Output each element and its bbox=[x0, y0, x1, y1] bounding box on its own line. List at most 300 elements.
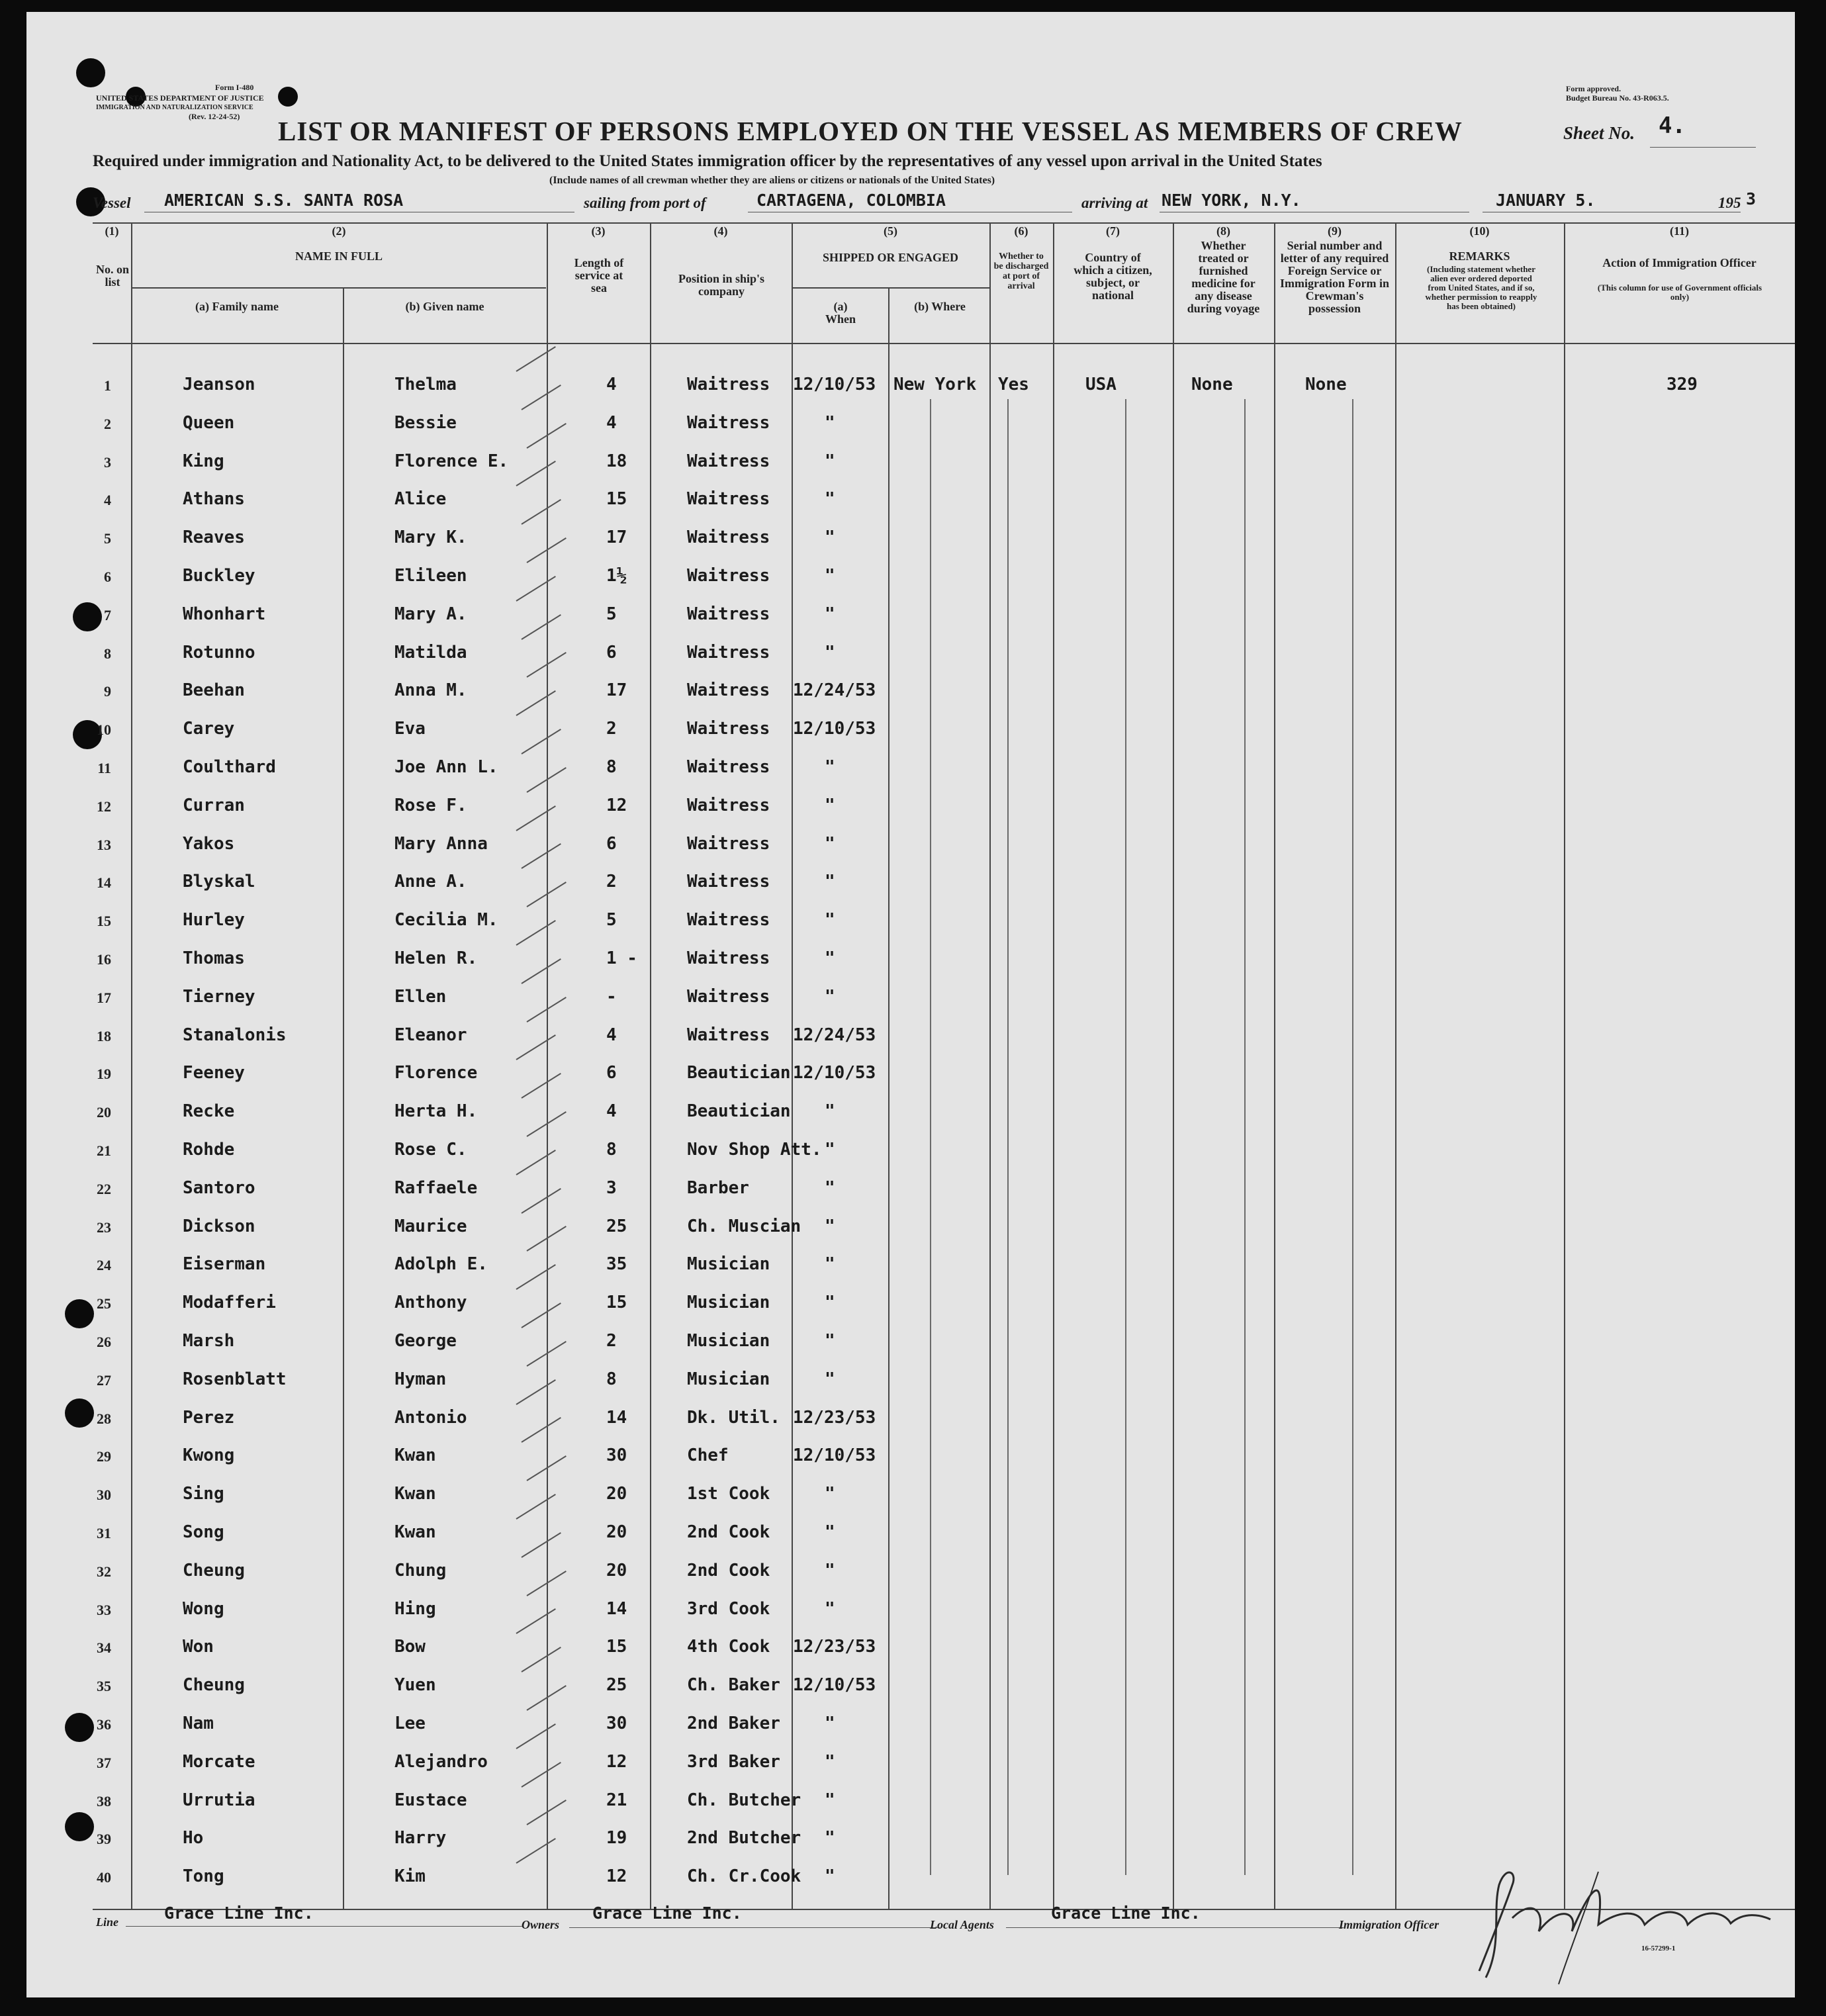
col5-header: SHIPPED OR ENGAGED bbox=[822, 251, 959, 264]
cell-when: " bbox=[825, 604, 835, 624]
cell-length: 8 bbox=[606, 757, 617, 777]
cell-when: " bbox=[825, 1790, 835, 1810]
line-label: Line bbox=[96, 1915, 118, 1929]
check-mark bbox=[516, 1034, 555, 1060]
cell-given: Antonio bbox=[394, 1408, 467, 1428]
cell-given: Cecilia M. bbox=[394, 910, 498, 930]
officer-signature bbox=[1466, 1845, 1784, 1991]
cell-position: Waitress bbox=[687, 872, 770, 892]
cell-action: 329 bbox=[1666, 375, 1698, 394]
cell-when: " bbox=[825, 796, 835, 815]
row-number: 5 bbox=[104, 530, 111, 547]
col5-number: (5) bbox=[884, 224, 897, 238]
cell-length: 20 bbox=[606, 1484, 627, 1504]
col6-header: Whether to be discharged at port of arrival bbox=[993, 252, 1049, 291]
cell-position: Waitress bbox=[687, 680, 770, 700]
cell-family: Rohde bbox=[183, 1140, 235, 1160]
row-number: 26 bbox=[97, 1334, 111, 1350]
cell-when: 12/10/53 bbox=[793, 375, 876, 394]
cell-when: " bbox=[825, 948, 835, 968]
check-mark bbox=[516, 1608, 555, 1634]
cell-length: 4 bbox=[606, 1101, 617, 1121]
cell-family: Whonhart bbox=[183, 604, 266, 624]
cell-length: 4 bbox=[606, 1025, 617, 1045]
check-mark bbox=[516, 346, 555, 372]
row-number: 38 bbox=[97, 1793, 111, 1810]
cell-family: Jeanson bbox=[183, 375, 255, 394]
page-title: LIST OR MANIFEST OF PERSONS EMPLOYED ON THE VESSEL AS MEMBERS OF CREW bbox=[278, 116, 1463, 146]
cell-position: Musician bbox=[687, 1369, 770, 1389]
cell-position: 3rd Baker bbox=[687, 1752, 780, 1772]
cell-length: 18 bbox=[606, 451, 627, 471]
cell-when: 12/10/53 bbox=[793, 1063, 876, 1083]
check-mark bbox=[516, 1150, 555, 1175]
row-number: 8 bbox=[104, 645, 111, 662]
sheet-number: 4. bbox=[1659, 113, 1686, 139]
cell-position: Beautician bbox=[687, 1063, 791, 1083]
cell-given: Anthony bbox=[394, 1293, 467, 1312]
col4-number: (4) bbox=[713, 224, 728, 238]
col11-number: (11) bbox=[1670, 224, 1689, 238]
ditto-line bbox=[1125, 399, 1126, 1875]
cell-position: Waitress bbox=[687, 796, 770, 815]
cell-length: 25 bbox=[606, 1216, 627, 1236]
cell-family: Curran bbox=[183, 796, 245, 815]
cell-position: Nov Shop Att. bbox=[687, 1140, 822, 1160]
cell-family: Song bbox=[183, 1522, 224, 1542]
cell-position: Waitress bbox=[687, 719, 770, 739]
cell-when: " bbox=[825, 834, 835, 854]
cell-given: Kwan bbox=[394, 1484, 436, 1504]
cell-family: Tierney bbox=[183, 987, 255, 1007]
row-number: 15 bbox=[97, 913, 111, 929]
cell-when: " bbox=[825, 527, 835, 547]
cell-when: " bbox=[825, 1484, 835, 1504]
cell-family: Rotunno bbox=[183, 643, 255, 663]
cell-given: Hing bbox=[394, 1599, 436, 1619]
col3-header: Length of service at sea bbox=[574, 256, 624, 295]
check-mark bbox=[516, 576, 555, 602]
cell-family: Won bbox=[183, 1637, 214, 1657]
cell-given: Eleanor bbox=[394, 1025, 467, 1045]
cell-given: Rose C. bbox=[394, 1140, 467, 1160]
row-number: 18 bbox=[97, 1028, 111, 1044]
cell-family: Cheung bbox=[183, 1675, 245, 1695]
col6-number: (6) bbox=[1014, 224, 1028, 238]
cell-when: " bbox=[825, 1866, 835, 1886]
cell-family: Ho bbox=[183, 1828, 204, 1848]
revision-date: (Rev. 12-24-52) bbox=[189, 112, 240, 121]
row-number: 1 bbox=[104, 377, 111, 394]
cell-given: Helen R. bbox=[394, 948, 478, 968]
line-value: Grace Line Inc. bbox=[164, 1903, 314, 1923]
cell-when: " bbox=[825, 1216, 835, 1236]
col2a-header: (a) Family name bbox=[195, 300, 279, 313]
check-mark bbox=[516, 805, 555, 831]
cell-given: Mary Anna bbox=[394, 834, 488, 854]
cell-when: 12/10/53 bbox=[793, 1675, 876, 1695]
cell-when: 12/24/53 bbox=[793, 1025, 876, 1045]
cell-given: Maurice bbox=[394, 1216, 467, 1236]
col4-header: Position in ship's company bbox=[678, 272, 765, 298]
crew-note: (Include names of all crewman whether they are aliens or citizens or nationals of the United States) bbox=[549, 175, 995, 186]
col10-number: (10) bbox=[1469, 224, 1490, 238]
cell-family: Dickson bbox=[183, 1216, 255, 1236]
cell-length: 3 bbox=[606, 1178, 617, 1198]
row-number: 24 bbox=[97, 1257, 111, 1273]
cell-position: Waitress bbox=[687, 489, 770, 509]
row-number: 40 bbox=[97, 1869, 111, 1886]
cell-position: 3rd Cook bbox=[687, 1599, 770, 1619]
cell-given: Mary K. bbox=[394, 527, 467, 547]
cell-length: 20 bbox=[606, 1561, 627, 1581]
binder-hole bbox=[76, 58, 105, 87]
cell-when: 12/23/53 bbox=[793, 1408, 876, 1428]
row-number: 35 bbox=[97, 1678, 111, 1694]
cell-given: Harry bbox=[394, 1828, 447, 1848]
cell-given: Florence bbox=[394, 1063, 478, 1083]
page-subtitle: Required under immigration and Nationality Act, to be delivered to the United States immigration officer by the representatives of any vessel upon arrival in the United States bbox=[93, 152, 1322, 170]
col2b-header: (b) Given name bbox=[405, 300, 484, 313]
cell-family: Perez bbox=[183, 1408, 235, 1428]
row-number: 27 bbox=[97, 1372, 111, 1389]
cell-family: Buckley bbox=[183, 566, 255, 586]
cell-discharge: Yes bbox=[998, 375, 1029, 394]
cell-given: Eustace bbox=[394, 1790, 467, 1810]
cell-length: 5 bbox=[606, 604, 617, 624]
cell-when: " bbox=[825, 643, 835, 663]
cell-position: 4th Cook bbox=[687, 1637, 770, 1657]
cell-length: 19 bbox=[606, 1828, 627, 1848]
cell-position: Waitress bbox=[687, 451, 770, 471]
cell-length: 4 bbox=[606, 375, 617, 394]
cell-family: Morcate bbox=[183, 1752, 255, 1772]
cell-position: Ch. Butcher bbox=[687, 1790, 801, 1810]
owners-label: Owners bbox=[522, 1918, 560, 1931]
cell-position: Musician bbox=[687, 1293, 770, 1312]
check-mark bbox=[521, 1303, 561, 1328]
check-mark bbox=[516, 461, 555, 486]
cell-length: 8 bbox=[606, 1140, 617, 1160]
row-number: 16 bbox=[97, 951, 111, 968]
cell-where: New York bbox=[893, 375, 977, 394]
cell-given: Raffaele bbox=[394, 1178, 478, 1198]
cell-given: Kwan bbox=[394, 1522, 436, 1542]
ditto-line bbox=[1352, 399, 1353, 1875]
cell-position: 2nd Butcher bbox=[687, 1828, 801, 1848]
cell-when: " bbox=[825, 910, 835, 930]
sailing-from-label: sailing from port of bbox=[584, 195, 706, 211]
cell-position: Waitress bbox=[687, 413, 770, 433]
cell-length: 1½ bbox=[606, 566, 627, 586]
cell-family: Feeney bbox=[183, 1063, 245, 1083]
col1-header: No. on list bbox=[95, 263, 129, 289]
cell-position: Waitress bbox=[687, 757, 770, 777]
service-line: IMMIGRATION AND NATURALIZATION SERVICE bbox=[96, 104, 253, 111]
cell-position: Ch. Muscian bbox=[687, 1216, 801, 1236]
cell-length: 6 bbox=[606, 834, 617, 854]
cell-when: 12/10/53 bbox=[793, 719, 876, 739]
form-number: Form I-480 bbox=[215, 83, 254, 92]
cell-length: 12 bbox=[606, 1752, 627, 1772]
cell-position: 1st Cook bbox=[687, 1484, 770, 1504]
cell-family: Thomas bbox=[183, 948, 245, 968]
cell-when: " bbox=[825, 1331, 835, 1351]
cell-given: Yuen bbox=[394, 1675, 436, 1695]
cell-when: " bbox=[825, 1140, 835, 1160]
cell-family: Rosenblatt bbox=[183, 1369, 287, 1389]
cell-length: 12 bbox=[606, 796, 627, 815]
port-of-arrival: NEW YORK, N.Y. bbox=[1162, 191, 1301, 210]
cell-family: Blyskal bbox=[183, 872, 255, 892]
row-number: 25 bbox=[97, 1295, 111, 1312]
arrival-year-suffix: 3 bbox=[1746, 189, 1757, 208]
ditto-line bbox=[930, 399, 931, 1875]
cell-given: Rose F. bbox=[394, 796, 467, 815]
check-mark bbox=[521, 1762, 561, 1788]
cell-position: Chef bbox=[687, 1445, 729, 1465]
check-mark bbox=[521, 1188, 561, 1214]
check-mark bbox=[521, 385, 561, 410]
cell-family: Urrutia bbox=[183, 1790, 255, 1810]
cell-length: 8 bbox=[606, 1369, 617, 1389]
col5a-header: (a) When bbox=[825, 300, 856, 326]
cell-given: Kim bbox=[394, 1866, 426, 1886]
check-mark bbox=[516, 1379, 555, 1405]
cell-family: Eiserman bbox=[183, 1254, 266, 1274]
cell-length: - bbox=[606, 987, 617, 1007]
row-number: 30 bbox=[97, 1487, 111, 1503]
cell-given: Ellen bbox=[394, 987, 447, 1007]
cell-position: Waitress bbox=[687, 987, 770, 1007]
check-mark bbox=[521, 1532, 561, 1558]
cell-position: 2nd Cook bbox=[687, 1561, 770, 1581]
cell-when: 12/23/53 bbox=[793, 1637, 876, 1657]
cell-when: " bbox=[825, 1752, 835, 1772]
row-number: 13 bbox=[97, 837, 111, 853]
cell-position: Waitress bbox=[687, 566, 770, 586]
local-agents-value: Grace Line Inc. bbox=[1051, 1903, 1201, 1923]
row-number: 14 bbox=[97, 874, 111, 891]
row-number: 36 bbox=[97, 1716, 111, 1733]
row-number: 32 bbox=[97, 1563, 111, 1580]
cell-family: Modafferi bbox=[183, 1293, 276, 1312]
cell-given: Chung bbox=[394, 1561, 447, 1581]
check-mark bbox=[516, 1264, 555, 1290]
row-number: 17 bbox=[97, 989, 111, 1006]
cell-family: Coulthard bbox=[183, 757, 276, 777]
vessel-label: Vessel bbox=[93, 195, 131, 211]
row-number: 7 bbox=[104, 607, 111, 623]
cell-given: Kwan bbox=[394, 1445, 436, 1465]
cell-family: Santoro bbox=[183, 1178, 255, 1198]
cell-position: Waitress bbox=[687, 375, 770, 394]
owners-value: Grace Line Inc. bbox=[592, 1903, 742, 1923]
cell-country: USA bbox=[1085, 375, 1117, 394]
cell-position: Waitress bbox=[687, 910, 770, 930]
form-approved: Form approved. bbox=[1566, 84, 1621, 93]
check-mark bbox=[516, 690, 555, 716]
cell-when: " bbox=[825, 757, 835, 777]
ditto-line bbox=[1007, 399, 1009, 1875]
check-mark bbox=[521, 843, 561, 869]
cell-family: Marsh bbox=[183, 1331, 235, 1351]
cell-family: Hurley bbox=[183, 910, 245, 930]
row-number: 20 bbox=[97, 1104, 111, 1121]
arrival-date: JANUARY 5. bbox=[1496, 191, 1596, 210]
cell-given: Bessie bbox=[394, 413, 457, 433]
cell-position: Ch. Baker bbox=[687, 1675, 780, 1695]
check-mark bbox=[516, 920, 555, 946]
row-number: 37 bbox=[97, 1755, 111, 1771]
cell-when: " bbox=[825, 872, 835, 892]
cell-family: Carey bbox=[183, 719, 235, 739]
cell-length: 2 bbox=[606, 1331, 617, 1351]
cell-when: " bbox=[825, 451, 835, 471]
cell-when: " bbox=[825, 1522, 835, 1542]
cell-family: King bbox=[183, 451, 224, 471]
cell-given: Alice bbox=[394, 489, 447, 509]
cell-length: 25 bbox=[606, 1675, 627, 1695]
row-number: 2 bbox=[104, 416, 111, 432]
cell-when: " bbox=[825, 1254, 835, 1274]
cell-length: 35 bbox=[606, 1254, 627, 1274]
cell-when: " bbox=[825, 1293, 835, 1312]
cell-family: Athans bbox=[183, 489, 245, 509]
cell-given: Hyman bbox=[394, 1369, 447, 1389]
cell-given: Lee bbox=[394, 1714, 426, 1733]
cell-given: Matilda bbox=[394, 643, 467, 663]
cell-length: 5 bbox=[606, 910, 617, 930]
cell-length: 4 bbox=[606, 413, 617, 433]
cell-position: Beautician bbox=[687, 1101, 791, 1121]
col5b-header: (b) Where bbox=[914, 300, 966, 313]
sheet-number-label: Sheet No. bbox=[1563, 123, 1635, 143]
cell-position: Waitress bbox=[687, 834, 770, 854]
cell-family: Stanalonis bbox=[183, 1025, 287, 1045]
cell-position: 2nd Cook bbox=[687, 1522, 770, 1542]
cell-when: " bbox=[825, 1599, 835, 1619]
row-number: 19 bbox=[97, 1066, 111, 1082]
cell-position: Waitress bbox=[687, 604, 770, 624]
col2-number: (2) bbox=[332, 224, 346, 238]
check-mark bbox=[516, 1723, 555, 1749]
cell-position: Waitress bbox=[687, 948, 770, 968]
cell-length: 15 bbox=[606, 1293, 627, 1312]
cell-position: Barber bbox=[687, 1178, 749, 1198]
cell-treated: None bbox=[1191, 375, 1233, 394]
cell-family: Nam bbox=[183, 1714, 214, 1733]
check-mark bbox=[521, 1417, 561, 1443]
cell-given: Joe Ann L. bbox=[394, 757, 498, 777]
budget-bureau-number: Budget Bureau No. 43-R063.5. bbox=[1566, 93, 1669, 103]
cell-length: 14 bbox=[606, 1599, 627, 1619]
cell-given: Thelma bbox=[394, 375, 457, 394]
cell-family: Beehan bbox=[183, 680, 245, 700]
cell-when: " bbox=[825, 566, 835, 586]
check-mark bbox=[521, 958, 561, 984]
cell-position: 2nd Baker bbox=[687, 1714, 780, 1733]
cell-length: 14 bbox=[606, 1408, 627, 1428]
row-number: 23 bbox=[97, 1219, 111, 1236]
check-mark bbox=[521, 729, 561, 755]
cell-length: 15 bbox=[606, 489, 627, 509]
col10-header: REMARKS bbox=[1449, 250, 1510, 263]
row-number: 3 bbox=[104, 454, 111, 471]
cell-given: Herta H. bbox=[394, 1101, 478, 1121]
cell-length: 6 bbox=[606, 1063, 617, 1083]
cell-length: 15 bbox=[606, 1637, 627, 1657]
department-line: UNITED STATES DEPARTMENT OF JUSTICE bbox=[96, 93, 264, 103]
row-number: 12 bbox=[97, 798, 111, 815]
row-number: 6 bbox=[104, 569, 111, 585]
port-of-departure: CARTAGENA, COLOMBIA bbox=[756, 191, 946, 210]
cell-when: " bbox=[825, 1101, 835, 1121]
col9-header: Serial number and letter of any required Foreign Service or Immigration Form in Crewman's possession bbox=[1280, 239, 1389, 315]
cell-family: Recke bbox=[183, 1101, 235, 1121]
cell-position: Waitress bbox=[687, 1025, 770, 1045]
cell-serial: None bbox=[1305, 375, 1347, 394]
cell-length: 30 bbox=[606, 1714, 627, 1733]
cell-given: George bbox=[394, 1331, 457, 1351]
cell-position: Waitress bbox=[687, 527, 770, 547]
cell-when: " bbox=[825, 1828, 835, 1848]
col10-note: (Including statement whether alien ever ordered deported from United States, and if so, whether permission to reapply has been obtained) bbox=[1425, 264, 1537, 311]
cell-when: " bbox=[825, 1178, 835, 1198]
cell-given: Anne A. bbox=[394, 872, 467, 892]
row-number: 22 bbox=[97, 1181, 111, 1197]
col8-number: (8) bbox=[1216, 224, 1230, 238]
cell-family: Sing bbox=[183, 1484, 224, 1504]
cell-when: " bbox=[825, 489, 835, 509]
cell-when: " bbox=[825, 1369, 835, 1389]
col9-number: (9) bbox=[1328, 224, 1342, 238]
cell-position: Ch. Cr.Cook bbox=[687, 1866, 801, 1886]
col11-note: (This column for use of Government officials only) bbox=[1597, 283, 1762, 302]
cell-position: Waitress bbox=[687, 643, 770, 663]
cell-given: Eva bbox=[394, 719, 426, 739]
cell-when: " bbox=[825, 1561, 835, 1581]
cell-position: Musician bbox=[687, 1331, 770, 1351]
row-number: 33 bbox=[97, 1602, 111, 1618]
row-number: 11 bbox=[97, 760, 111, 776]
cell-when: " bbox=[825, 413, 835, 433]
cell-family: Yakos bbox=[183, 834, 235, 854]
cell-when: " bbox=[825, 1714, 835, 1733]
cell-given: Bow bbox=[394, 1637, 426, 1657]
cell-family: Cheung bbox=[183, 1561, 245, 1581]
check-mark bbox=[521, 614, 561, 640]
cell-when: 12/10/53 bbox=[793, 1445, 876, 1465]
immigration-officer-label: Immigration Officer bbox=[1339, 1918, 1439, 1931]
row-number: 31 bbox=[97, 1525, 111, 1541]
cell-length: 6 bbox=[606, 643, 617, 663]
cell-length: 20 bbox=[606, 1522, 627, 1542]
cell-length: 12 bbox=[606, 1866, 627, 1886]
cell-length: 1 - bbox=[606, 948, 637, 968]
check-mark bbox=[521, 499, 561, 525]
col1-number: (1) bbox=[105, 224, 119, 238]
col3-number: (3) bbox=[591, 224, 606, 238]
cell-given: Mary A. bbox=[394, 604, 467, 624]
check-mark bbox=[521, 1073, 561, 1099]
col8-header: Whether treated or furnished medicine for any disease during voyage bbox=[1187, 239, 1260, 315]
arrival-year-prefix: 195 bbox=[1718, 195, 1741, 211]
arriving-at-label: arriving at bbox=[1081, 195, 1148, 211]
cell-length: 21 bbox=[606, 1790, 627, 1810]
check-mark bbox=[516, 1838, 555, 1864]
row-number: 21 bbox=[97, 1142, 111, 1159]
